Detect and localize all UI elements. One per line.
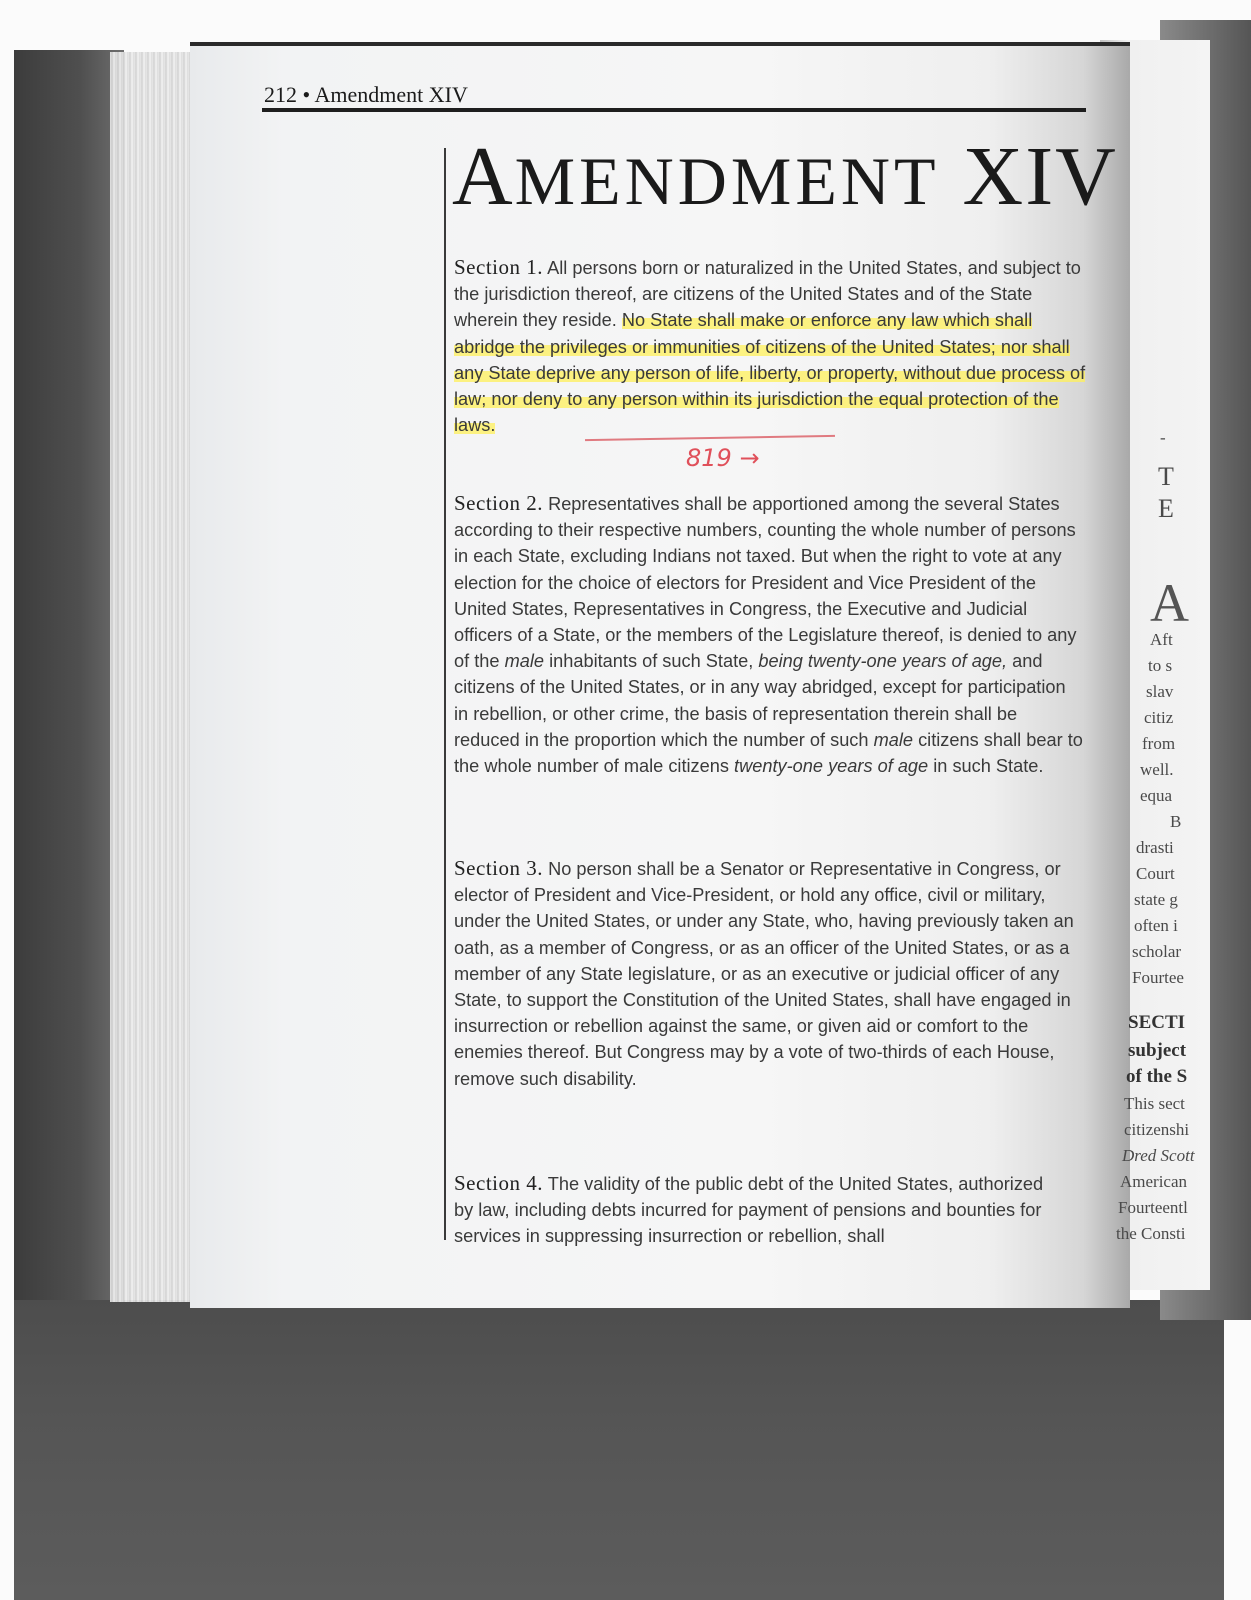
title-initial: A: [452, 130, 515, 223]
section-2-em-4: twenty-one years of age: [734, 756, 929, 777]
running-head: 212 • Amendment XIV: [264, 82, 468, 107]
section-1-text: All persons born or naturalized in the United States, and subject to the jurisdiction thereof, are citizens of the United States and of the State wherein they reside.: [454, 258, 1081, 331]
facing-fragment: Court: [1136, 864, 1175, 883]
facing-fragment: Fourtee: [1132, 968, 1184, 987]
section-2-text-1: Representatives shall be apportioned among the several States according to their respective numbers, counting the whole number of persons in each State, excluding Indians not taxed. But when the right to vote at any election for the choice of electors for President and Vice President of the United States, Representatives in Congress, the Executive and Judicial officers of a State, or the members of the Legislature thereof, is denied to any of the: [454, 494, 1077, 672]
section-4-label: Section 4.: [454, 1171, 543, 1195]
facing-fragment: scholar: [1132, 942, 1182, 961]
section-2-text-5: in such State.: [933, 756, 1044, 777]
facing-fragment: to s: [1148, 656, 1173, 675]
facing-fragment: citiz: [1144, 708, 1174, 727]
facing-fragment: slav: [1146, 682, 1174, 701]
facing-fragment: often i: [1134, 916, 1178, 935]
facing-fragment: E: [1158, 494, 1174, 523]
title-word: MENDMENT: [514, 143, 940, 219]
facing-fragment: A: [1150, 573, 1189, 633]
facing-fragment: from: [1142, 734, 1176, 753]
handwritten-note: 819 →: [686, 444, 760, 472]
section-2-em-1: male: [504, 651, 544, 672]
facing-fragment: drasti: [1136, 838, 1174, 857]
facing-fragment: T: [1158, 462, 1174, 491]
section-2: [454, 490, 1084, 779]
title-numeral: XIV: [962, 130, 1118, 223]
section-3-label: Section 3.: [454, 856, 543, 880]
facing-fragment: state g: [1134, 890, 1178, 909]
section-3: [454, 855, 1074, 1092]
facing-bold-fragment: SECTI: [1128, 1012, 1186, 1033]
section-4: [454, 1170, 1064, 1250]
section-2-text-4: citizens shall bear to the whole number of male citizens: [454, 729, 1083, 777]
facing-bold-fragment: of the S: [1126, 1066, 1188, 1087]
facing-fragment: B: [1170, 812, 1182, 831]
section-1: [454, 254, 1086, 438]
page-title: [452, 128, 1118, 225]
book-bottom-shadow: [14, 1300, 1224, 1600]
page-edges: [110, 52, 200, 1302]
facing-fragment: equa: [1140, 786, 1173, 805]
facing-fragment: Aft: [1150, 630, 1173, 649]
facing-fragment: American: [1120, 1172, 1188, 1191]
section-2-em-2: being twenty-one years of age,: [758, 651, 1008, 672]
section-2-em-3: male: [873, 729, 914, 750]
section-1-label: Section 1.: [454, 255, 543, 279]
section-2-label: Section 2.: [454, 491, 543, 515]
facing-bold-fragment: subject: [1128, 1040, 1187, 1061]
section-2-text-3: and citizens of the United States, or in any way abridged, except for participation in rebellion, or other crime, the basis of representation therein shall be reduced in the proportion which the number of such: [454, 651, 1066, 750]
section-2-text-2: inhabitants of such State,: [549, 651, 754, 672]
facing-fragment: citizenshi: [1124, 1120, 1190, 1139]
facing-fragment: Dred Scott: [1122, 1146, 1195, 1165]
section-3-text: No person shall be a Senator or Representative in Congress, or elector of President and Vice-President, or hold any office, civil or military, under the United States, or under any State, who, having previously taken an oath, as a member of Congress, or as an officer of the United States, or as a member of any State legislature, or as an executive or judicial officer of any State, to support the Constitution of the United States, shall have engaged in insurrection or rebellion against the same, or given aid or comfort to the enemies thereof. But Congress may by a vote of two-thirds of each House, remove such disability.: [454, 859, 1074, 1089]
facing-fragment: This sect: [1124, 1094, 1185, 1113]
header-rule: [262, 108, 1086, 112]
facing-fragment: Fourteentl: [1118, 1198, 1188, 1217]
section-4-text: The validity of the public debt of the United States, authorized by law, including debts incurred for payment of pensions and bounties for services in suppressing insurrection or rebellion, shall: [454, 1174, 1044, 1247]
section-1-highlighted-text: No State shall make or enforce any law which shall abridge the privileges or immunities of citizens of the United States; nor shall any State deprive any person of life, liberty, or property, without due process of law; nor deny to any person within its jurisdiction the equal protection of the laws.: [454, 310, 1086, 436]
column-rule: [444, 148, 446, 1240]
facing-fragment: the Consti: [1116, 1224, 1186, 1243]
facing-fragment: -: [1160, 428, 1166, 447]
facing-fragment: well.: [1140, 760, 1174, 779]
